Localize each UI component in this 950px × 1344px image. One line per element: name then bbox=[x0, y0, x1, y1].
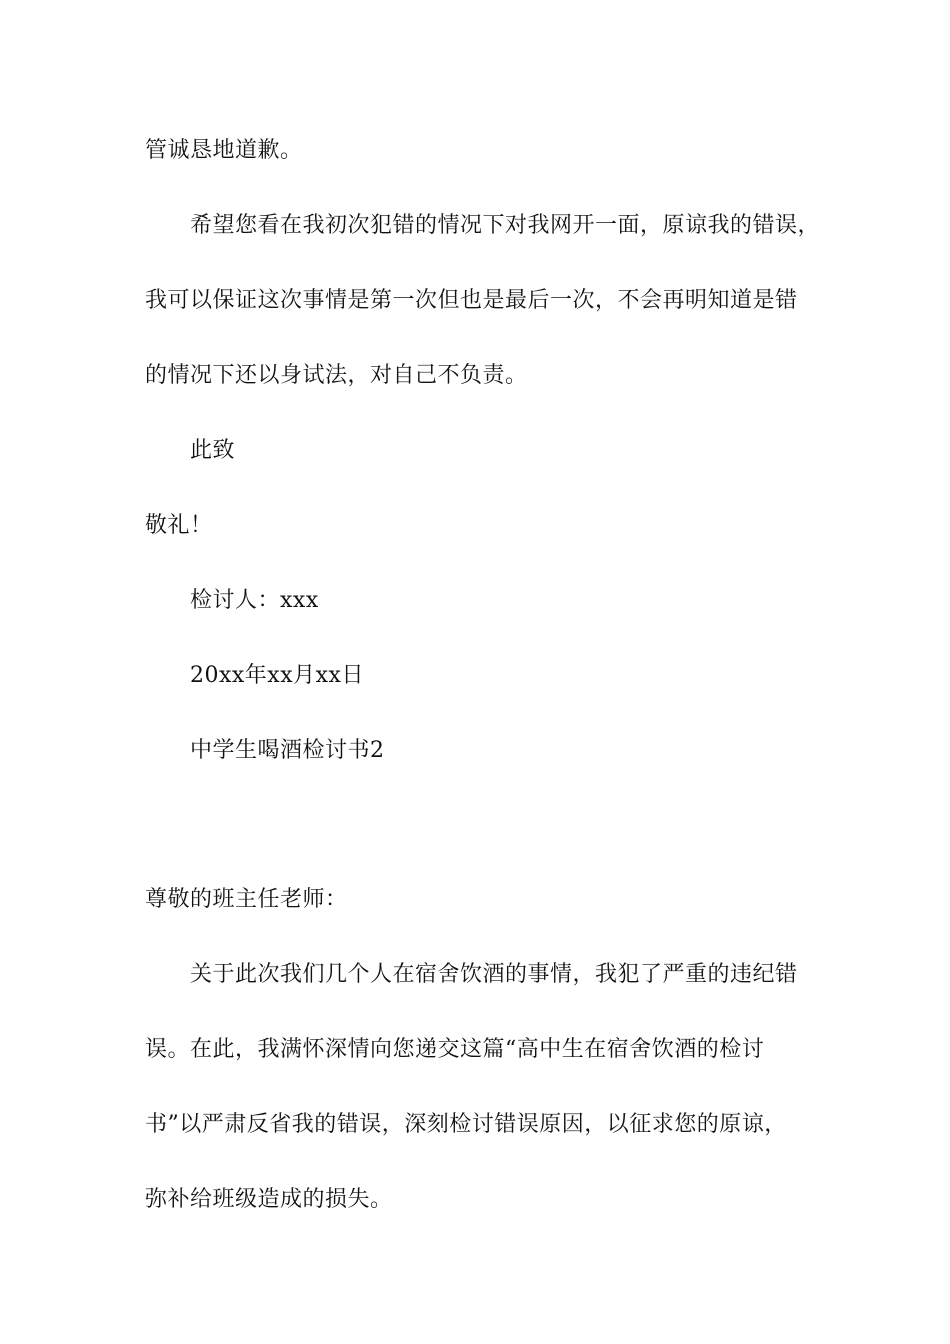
paragraph-line: 我可以保证这次事情是第一次但也是最后一次，不会再明知道是错 bbox=[145, 288, 798, 313]
paragraph-line: 关于此次我们几个人在宿舍饮酒的事情，我犯了严重的违纪错 bbox=[190, 962, 798, 987]
paragraph-line: 的情况下还以身试法，对自己不负责。 bbox=[145, 363, 528, 388]
paragraph-line: 希望您看在我初次犯错的情况下对我网开一面，原谅我的错误， bbox=[190, 213, 821, 238]
paragraph-line: 书”以严肃反省我的错误，深刻检讨错误原因，以征求您的原谅， bbox=[145, 1112, 787, 1137]
paragraph-line: 弥补给班级造成的损失。 bbox=[145, 1187, 393, 1212]
signature-author: 检讨人：xxx bbox=[190, 588, 319, 613]
signature-date: 20xx年xx月xx日 bbox=[190, 663, 364, 688]
paragraph-line: 误。在此，我满怀深情向您递交这篇“高中生在宿舍饮酒的检讨 bbox=[145, 1037, 765, 1062]
closing-regards: 敬礼！ bbox=[145, 513, 213, 538]
closing-salutation: 此致 bbox=[190, 438, 236, 463]
paragraph-line: 管诚恳地道歉。 bbox=[145, 138, 303, 163]
greeting: 尊敬的班主任老师： bbox=[145, 887, 348, 912]
section-title: 中学生喝酒检讨书2 bbox=[190, 738, 385, 763]
